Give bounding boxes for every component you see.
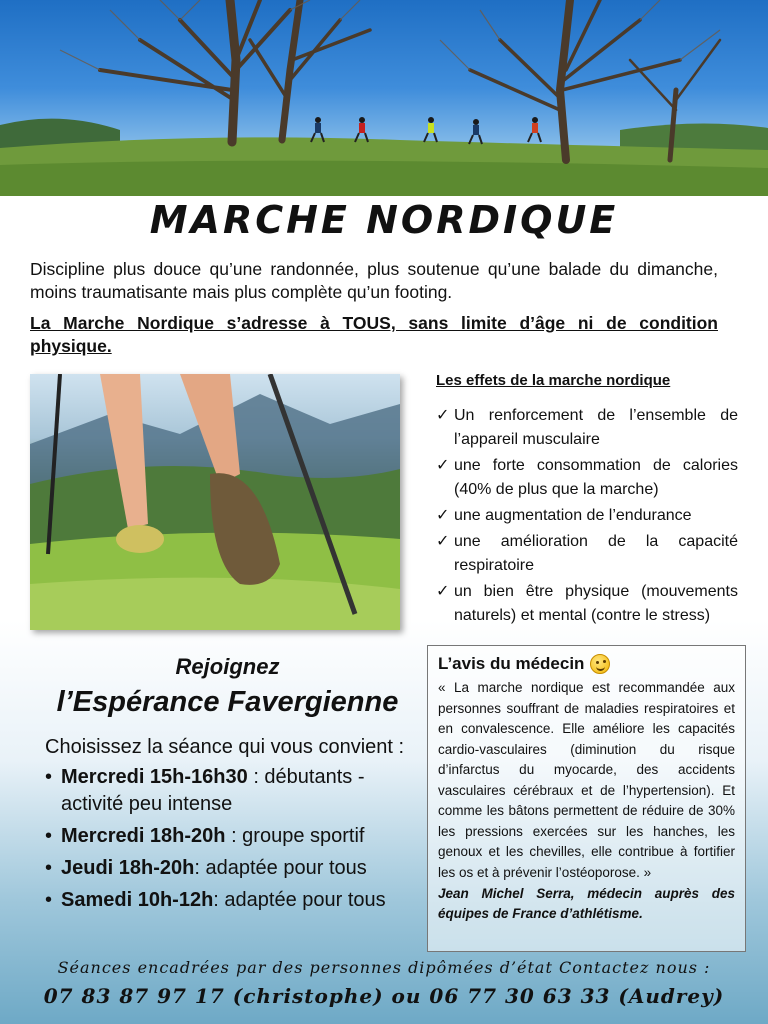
bullet-icon: • xyxy=(45,889,53,911)
check-icon: ✓ xyxy=(436,583,450,600)
doctor-title: L’avis du médecin xyxy=(438,654,585,673)
club-name: l’Espérance Favergienne xyxy=(56,686,399,718)
check-icon: ✓ xyxy=(436,407,450,424)
doctor-signature: Jean Michel Serra, médecin auprès des équipes de France d’athlétisme. xyxy=(438,886,735,921)
hillside-illustration xyxy=(0,0,768,196)
session-item: • Mercredi 18h-20h : groupe sportif xyxy=(45,823,425,850)
effect-item: ✓ une augmentation de l’endurance xyxy=(436,504,738,528)
doctor-quote: « La marche nordique est recommandée aux personnes souffrant de maladies respiratoires et en convalescence. Elle améliore les capacités cardio-vasculaires (diminution du risque d’infarctus du myocarde, des accidents vasculaires cérébraux et de l’hypertension). Et comme les bâtons permettent de réduire de 30% les pressions exercées sur les hanches, les genoux et les chevilles, elle contribue à fortifier les os et à prévenir l’ostéoporose. » xyxy=(438,680,735,880)
intro-highlight: La Marche Nordique s’adresse à TOUS, sans limite d’âge ni de condition physique. xyxy=(30,313,718,356)
effect-item: ✓ un bien être physique (mouvements naturels) et mental (contre le stress) xyxy=(436,580,738,628)
check-icon: ✓ xyxy=(436,507,450,524)
sessions-list xyxy=(45,764,425,919)
bullet-icon: • xyxy=(45,766,53,788)
effects-title: Les effets de la marche nordique xyxy=(436,372,671,389)
choose-text: Choisissez la séance qui vous convient : xyxy=(45,736,405,758)
effect-item: ✓ une amélioration de la capacité respiratoire xyxy=(436,530,738,578)
session-item: • Samedi 10h-12h: adaptée pour tous xyxy=(45,887,425,914)
doctor-heading xyxy=(438,654,735,674)
effect-item: ✓ une forte consommation de calories (40% de plus que la marche) xyxy=(436,454,738,502)
session-item: • Mercredi 15h-16h30 : débutants - activité peu intense xyxy=(45,766,365,815)
check-icon: ✓ xyxy=(436,457,450,474)
winking-smiley-icon xyxy=(590,654,610,674)
session-item: • Jeudi 18h-20h: adaptée pour tous xyxy=(45,855,425,882)
header-photo-hikers xyxy=(0,0,768,196)
check-icon: ✓ xyxy=(436,533,450,550)
footer-info: Séances encadrées par des personnes dipômées d’état Contactez nous : xyxy=(57,958,711,977)
doctor-opinion-box xyxy=(427,645,746,952)
footer-phones: 07 83 87 97 17 (christophe) ou 06 77 30 63 33 (Audrey) xyxy=(43,984,725,1008)
walker-illustration xyxy=(30,374,400,630)
effects-list xyxy=(436,404,738,630)
intro-text: Discipline plus douce qu’une randonnée, plus soutenue qu’une balade du dimanche, moins traumatisante mais plus complète qu’un footing. xyxy=(30,259,718,302)
page-title: MARCHE NORDIQUE xyxy=(149,198,619,242)
nordic-walking-photo xyxy=(30,374,400,630)
bullet-icon: • xyxy=(45,825,53,847)
bullet-icon: • xyxy=(45,857,53,879)
effect-item: ✓ Un renforcement de l’ensemble de l’appareil musculaire xyxy=(436,404,738,452)
join-heading: Rejoignez xyxy=(175,654,280,679)
